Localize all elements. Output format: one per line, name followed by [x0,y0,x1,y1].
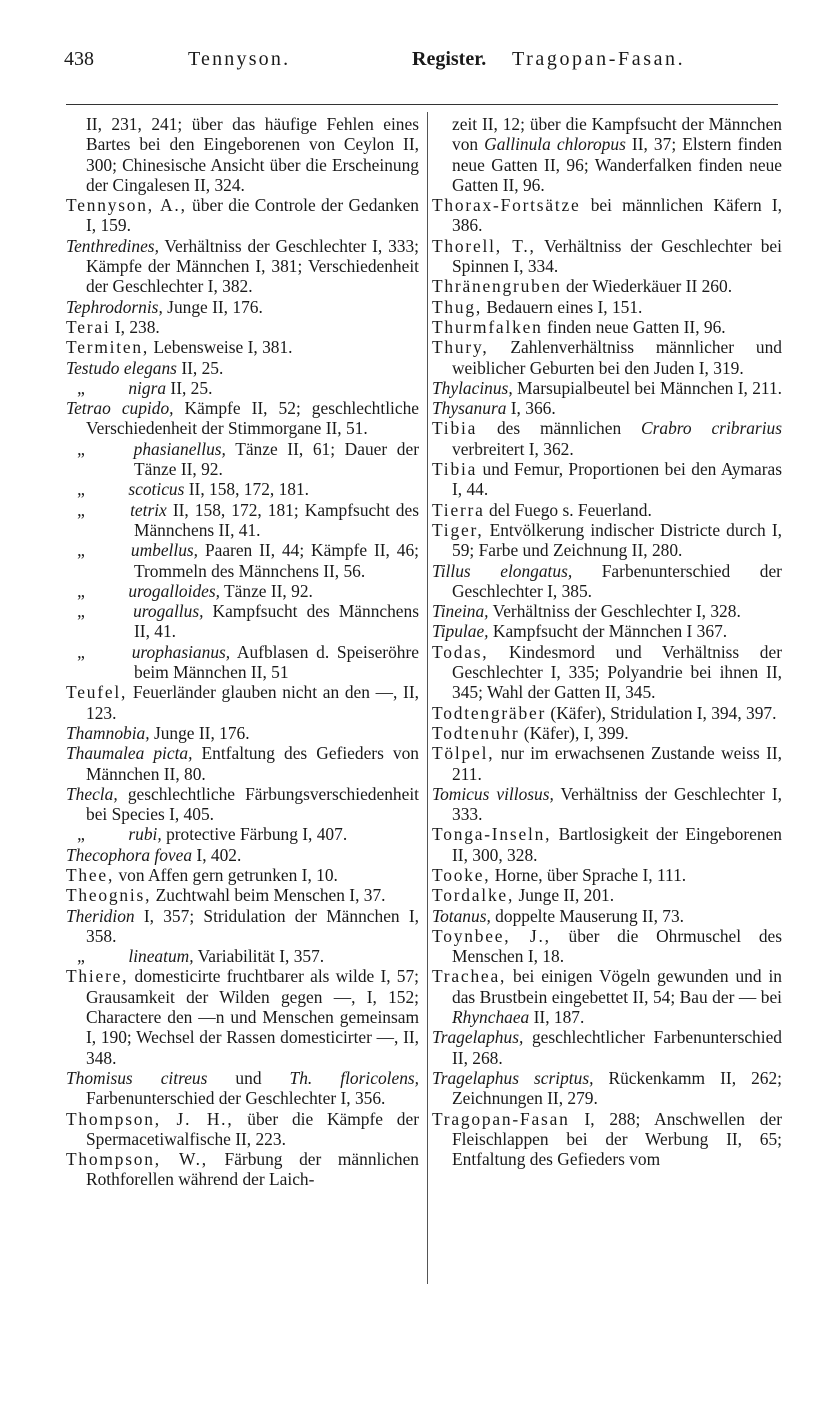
entry-headword: Tragelaphus scriptus, [432,1067,594,1088]
header-section-title: Register. [412,48,487,70]
entry-text: Kampfsucht der Männchen I 367. [492,621,728,642]
index-entry [66,865,419,885]
index-entry [66,540,419,581]
index-entry [432,1027,782,1068]
entry-text: von Affen gern getrunken I, 10. [118,864,338,885]
entry-text: I, 366. [510,398,556,419]
entry-text: Junge II, 176. [153,722,250,743]
index-entry [432,398,782,418]
entry-text: über die Ohrmuschel des Menschen I, 18. [452,925,782,967]
entry-headword: Tölpel, [432,743,495,764]
entry-headword: Thurmfalken [432,316,543,337]
index-entry [432,784,782,825]
entry-headword: Theognis, [66,885,152,906]
index-entry [66,378,419,398]
index-entry [432,723,782,743]
entry-text: geschlechtlicher Farbenunterschied II, 268. [452,1027,782,1068]
index-entry [432,418,782,459]
entry-text: Aufblasen d. Speiseröhre beim Männchen II, 51 [134,641,419,683]
entry-text: Verhältniss der Geschlechter bei Spinnen I, 334. [452,235,782,277]
index-entry [432,926,782,967]
entry-headword: tetrix [130,499,167,520]
index-entry [432,865,782,885]
entry-headword: Tillus elongatus, [432,560,573,581]
entry-headword: urophasianus, [131,641,231,662]
entry-headword: Terai [66,316,111,337]
entry-headword: Trachea, [432,966,507,987]
index-entry [66,966,419,1067]
entry-headword: Tiger, [432,519,484,540]
index-entry [432,601,782,621]
index-entry [432,317,782,337]
entry-text: del Fuego s. Feuerland. [489,499,652,520]
entry-headword: Thamnobia, [66,722,150,743]
ditto-mark: „ [77,641,85,662]
entry-headword: Tooke, [432,864,491,885]
entry-text: doppelte Mauserung II, 73. [495,905,685,926]
entry-headword: Thecophora fovea [66,844,193,865]
index-entry [432,1109,782,1170]
entry-headword: nigra [128,377,167,398]
ditto-mark: „ [77,438,85,459]
entry-text: Entvölkerung indischer Districte durch I, 59; Farbe und Zeichnung II, 280. [452,519,782,561]
index-entry [66,1109,419,1150]
ditto-mark: „ [77,377,85,398]
entry-headword: phasianellus, [133,438,226,459]
index-entry [432,703,782,723]
entry-text: Tänze II, 61; Dauer der Tänze II, 92. [134,438,419,480]
entry-headword: Thaumalea picta, [66,743,193,764]
entry-headword: Tetrao cupido, [66,398,174,419]
index-entry [66,195,419,236]
index-entry [66,500,419,541]
index-entry [66,479,419,499]
ditto-mark: „ [77,479,85,500]
entry-headword: Tomicus villosus, [432,783,554,804]
entry-text: des männlichen Crabro cribrarius verbreitert I, 362. [452,418,782,459]
entry-text: I, 357; Stridulation der Männchen I, 358. [86,905,419,946]
entry-headword: urogalloides, [128,580,220,601]
entry-text: geschlechtliche Färbungsverschiedenheit bei Species I, 405. [86,783,419,825]
entry-headword: Todtenuhr [432,722,520,743]
entry-text: Feuerländer glauben nicht an den —, II, 123. [86,682,419,723]
index-entry [432,885,782,905]
index-entry [432,621,782,641]
entry-text: zeit II, 12; über die Kampfsucht der Männchen von Gallinula chloropus II, 37; Elstern finden neue Gatten II, 96; Wanderfalken finden neue Gatten II, 96. [452,114,783,195]
entry-text: protective Färbung I, 407. [166,824,348,845]
entry-text: (Käfer), Stridulation I, 394, 397. [550,702,777,723]
index-entry [66,906,419,947]
entry-text: Variabilität I, 357. [197,946,325,967]
index-entry [432,824,782,865]
entry-text: II, 231, 241; über das häufige Fehlen eines Bartes bei den Eingeborenen von Ceylon II, 300; Chinesische Ansicht über die Erscheinung der Cingalesen II, 324. [86,114,419,195]
entry-text: II, 158, 172, 181. [188,479,310,500]
entry-headword: Thury, [432,337,489,358]
entry-text: domesticirte fruchtbarer als wilde I, 57; Grausamkeit der Wilden gegen —, I, 152; Charactere den —n und Menschen gemeinsam I, 190; Wechsel der Rassen domesticirter —, II, 348. [86,966,419,1068]
entry-headword: Thee, [66,864,115,885]
index-entry [432,297,782,317]
entry-text: Bartlosigkeit der Eingeborenen II, 300, 328. [452,824,782,865]
right-column [432,114,782,1169]
index-entry [66,946,419,966]
entry-headword: Tipulae, [432,621,489,642]
entry-headword: Thompson, W., [66,1149,208,1170]
entry-text: I, 288; Anschwellen der Fleischlappen bei der Werbung II, 65; Entfaltung des Gefieders vom [452,1108,782,1170]
entry-text: bei einigen Vögeln gewunden und in das Brustbein eingebettet II, 54; Bau der — bei Rhynchaea II, 187. [452,966,782,1028]
entry-headword: Thompson, J. H., [66,1108,234,1129]
entry-text: Bedauern eines I, 151. [486,296,643,317]
entry-headword: Thug, [432,296,483,317]
entry-text: Lebensweise I, 381. [153,337,293,358]
index-entry [66,682,419,723]
entry-text: Tänze II, 92. [224,580,313,601]
index-entry [432,966,782,1027]
index-entry [432,642,782,703]
entry-headword: Termiten, [66,337,150,358]
entry-headword: Tenthredines, [66,235,159,256]
entry-headword: Todas, [432,641,489,662]
index-entry [66,723,419,743]
entry-headword: Teufel, [66,682,128,703]
entry-headword: Thorell, T., [432,235,536,256]
index-entry [432,561,782,602]
entry-text: Verhältniss der Geschlechter I, 328. [492,601,741,622]
index-entry [66,1149,419,1190]
entry-headword: Thylacinus, [432,377,513,398]
entry-headword: Tragopan-Fasan [432,1108,570,1129]
entry-headword: scoticus [128,479,185,500]
index-entry [66,642,419,683]
index-entry [432,236,782,277]
index-entry [432,743,782,784]
entry-headword: Tephrodornis, [66,296,163,317]
entry-text: Zahlenverhältniss männlicher und weiblicher Geburten bei den Juden I, 319. [452,337,782,378]
page-number: 438 [64,48,94,70]
index-entry [66,581,419,601]
index-entry [432,337,782,378]
entry-text: Junge II, 176. [167,296,263,317]
index-entry [432,114,782,195]
entry-text: Kindesmord und Verhältniss der Geschlechter I, 335; Polyandrie bei ihnen II, 345; Wahl der Gatten II, 345. [452,641,782,703]
index-entry [66,358,419,378]
entry-headword: Thecla, [66,783,118,804]
entry-headword: Tonga-Inseln, [432,824,552,845]
entry-headword: Tennyson, A., [66,195,187,216]
index-entry [66,743,419,784]
entry-text: Junge II, 201. [518,885,615,906]
index-entry [432,520,782,561]
entry-text: Kämpfe II, 52; geschlechtliche Verschiedenheit der Stimmorgane II, 51. [86,398,419,439]
entry-text: der Wiederkäuer II 260. [566,276,733,297]
index-entry [66,398,419,439]
entry-headword: lineatum, [128,946,194,967]
index-entry [432,459,782,500]
entry-headword: Tierra [432,499,485,520]
entry-text: Rückenkamm II, 262; Zeichnungen II, 279. [452,1067,782,1109]
ditto-mark: „ [77,580,85,601]
entry-text: Verhältniss der Geschlechter I, 333; Kämpfe der Männchen I, 381; Verschiedenheit der Geschlechter I, 382. [86,235,419,297]
entry-headword: Tordalke, [432,885,515,906]
entry-text: II, 158, 172, 181; Kampfsucht des Männchens II, 41. [134,499,419,540]
index-entry [66,297,419,317]
entry-headword: umbellus, [130,540,199,561]
index-entry [432,378,782,398]
index-entry [66,114,419,195]
index-entry [66,1068,419,1109]
ditto-mark: „ [77,946,85,967]
entry-text: nur im erwachsenen Zustande weiss II, 211. [452,743,782,784]
entry-text: II, 25. [170,377,213,398]
entry-headword: Theridion [66,905,135,926]
entry-headword: Testudo elegans [66,357,177,378]
ditto-mark: „ [77,540,85,561]
entry-text: Horne, über Sprache I, 111. [494,864,687,885]
entry-headword: Tibia [432,418,478,439]
header-rule [66,104,778,105]
index-entry [432,500,782,520]
entry-headword: Totanus, [432,905,491,926]
entry-text: II, 25. [181,357,224,378]
entry-headword: Tragelaphus, [432,1027,524,1048]
index-entry [66,439,419,480]
entry-text: Entfaltung des Gefieders von Männchen II, 80. [86,743,419,784]
header-first-entry: Tennyson. [188,48,291,70]
entry-text: (Käfer), I, 399. [523,722,629,743]
entry-text: Kampfsucht des Männchens II, 41. [134,601,419,642]
entry-text: Verhältniss der Geschlechter I, 333. [452,783,782,825]
entry-text: Paaren II, 44; Kämpfe II, 46; Trommeln des Männchens II, 56. [134,540,419,581]
entry-headword: Tibia [432,459,478,480]
index-entry [432,276,782,296]
index-entry [432,195,782,236]
ditto-mark: „ [77,601,85,622]
entry-headword: Todtengräber [432,702,547,723]
ditto-mark: „ [77,824,85,845]
entry-text: Marsupialbeutel bei Männchen I, 211. [517,377,783,398]
index-entry [66,824,419,844]
entry-text: und Femur, Proportionen bei den Aymaras I, 44. [452,459,782,500]
running-header [64,48,784,78]
entry-text: über die Controle der Gedanken I, 159. [86,195,419,236]
entry-text: Zuchtwahl beim Menschen I, 37. [155,885,386,906]
entry-headword: Thorax-Fortsätze [432,195,581,216]
index-entry [66,601,419,642]
index-entry [66,337,419,357]
ditto-mark: „ [77,499,85,520]
index-entry [432,906,782,926]
index-entry [66,784,419,825]
entry-headword: rubi, [128,824,162,845]
column-divider [427,112,428,1284]
entry-text: bei männlichen Käfern I, 386. [452,195,782,236]
entry-headword: Thiere, [66,966,129,987]
entry-headword: Tineina, [432,601,489,622]
entry-text: Färbung der männlichen Rothforellen während der Laich- [86,1149,419,1190]
entry-text: I, 402. [196,844,242,865]
header-last-entry: Tragopan-Fasan. [512,48,686,70]
entry-headword: Toynbee, J., [432,925,551,946]
entry-headword: Thomisus citreus [66,1067,208,1088]
left-column [66,114,419,1190]
entry-text: finden neue Gatten II, 96. [546,316,726,337]
index-entry [66,845,419,865]
index-entry [66,317,419,337]
entry-headword: Thränengruben [432,276,562,297]
index-entry [432,1068,782,1109]
entry-text: Farbenunterschied der Geschlechter I, 385. [452,560,782,601]
entry-text: über die Kämpfe der Spermacetiwalfische II, 223. [86,1108,419,1149]
entry-text: I, 238. [114,316,160,337]
entry-text: und Th. floricolens, Farbenunterschied der Geschlechter I, 356. [86,1067,419,1109]
entry-headword: urogallus, [133,601,204,622]
entry-headword: Thysanura [432,398,507,419]
index-entry [66,885,419,905]
index-entry [66,236,419,297]
